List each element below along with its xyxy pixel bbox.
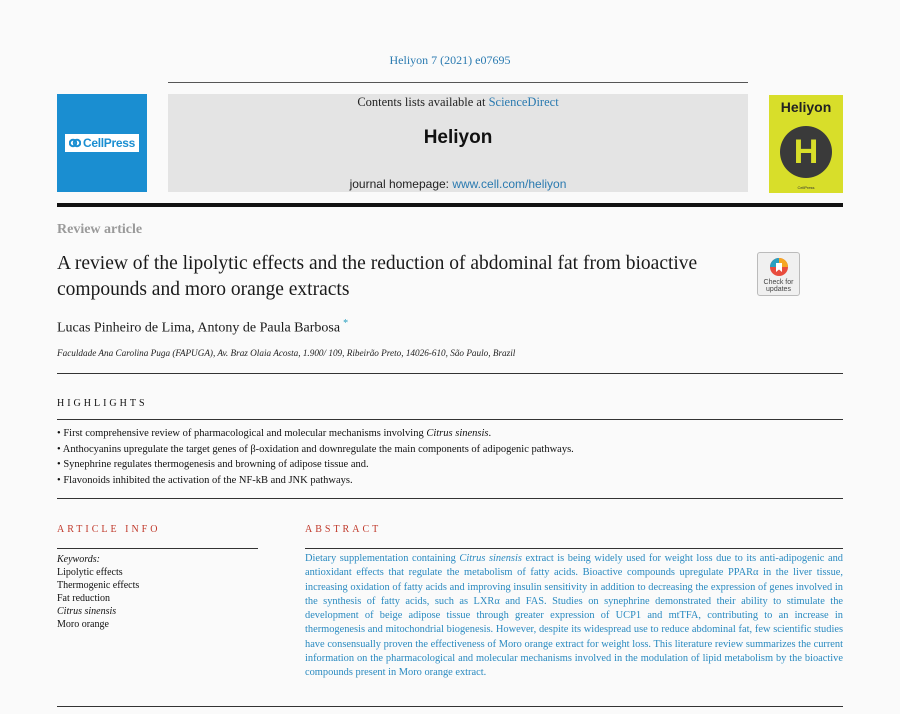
cover-letter-icon: H: [780, 126, 832, 178]
journal-title: Heliyon: [423, 127, 493, 148]
keyword-item: Citrus sinensis: [57, 606, 117, 617]
article-type: Review article: [57, 222, 143, 237]
article-info-divider: [57, 548, 258, 549]
author-names: Lucas Pinheiro de Lima, Antony de Paula Barbosa: [57, 320, 341, 336]
homepage-prefix: journal homepage:: [349, 177, 453, 191]
journal-citation[interactable]: Heliyon 7 (2021) e07695: [389, 53, 511, 67]
section-divider: [57, 498, 843, 499]
keyword-item: Fat reduction: [57, 593, 111, 604]
keywords-label: Keywords:: [57, 554, 100, 565]
header-thick-divider: [57, 203, 843, 207]
article-info-heading: ARTICLE INFO: [57, 524, 161, 535]
corresponding-author-mark[interactable]: *: [343, 318, 349, 329]
abstract-heading: ABSTRACT: [305, 524, 382, 535]
keywords-list: [57, 553, 139, 631]
header-divider: [168, 82, 748, 83]
contents-availability: [168, 95, 748, 110]
check-for-updates-icon: [769, 257, 789, 277]
highlight-item: • Synephrine regulates thermogenesis and browning of adipose tissue and.: [57, 457, 574, 473]
article-title: A review of the lipolytic effects and the reduction of abdominal fat from bioactive compounds and moro orange extracts: [57, 253, 698, 300]
highlight-item: • Anthocyanins upregulate the target genes of β-oxidation and downregulate the main components of adipogenic pathways.: [57, 442, 574, 458]
cellpress-logo-text: CellPress: [82, 136, 135, 150]
journal-banner: [168, 94, 748, 192]
publisher-logo-panel[interactable]: [57, 94, 147, 192]
cover-publisher: CellPress: [797, 185, 815, 190]
sciencedirect-link[interactable]: ScienceDirect: [488, 95, 559, 109]
section-divider: [57, 373, 843, 374]
keyword-item: Thermogenic effects: [57, 580, 140, 591]
abstract-text: Dietary supplementation containing Citrus sinensis extract is being widely used for weight loss due to its anti-adipogenic and antioxidant effects that regulate the metabolism of fatty acids. Bioactive compounds upregulate PPARα in the liver tissue, increasing oxidation of fatty acids and improving insulin sensitivity in addition to decreasing the expression of genes involved in the synthesis of fatty acids, such as LXRα and FAS. Studies on synephrine demonstrated their ability to stimulate the development of beige adipose tissue through greater expression of UCP1 and mtTFA, contributing to an increase in thermogenesis and mitochondrial biogenesis. However, despite its widespread use to reduce abdominal fat, few scientific studies have consensually proven the effectiveness of Moro orange extract for weight loss. This literature review summarizes the current information on the pharmacological and molecular mechanisms involved in the modulation of lipid metabolism by the bioactive compounds present in Moro orange extract.: [305, 553, 843, 679]
journal-cover[interactable]: [769, 95, 843, 193]
highlight-item: • First comprehensive review of pharmacological and molecular mechanisms involving Citrus sinensis.: [57, 426, 574, 442]
section-divider: [57, 419, 843, 420]
cellpress-logo: [65, 134, 139, 152]
highlights-heading: HIGHLIGHTS: [57, 398, 148, 409]
cover-title: Heliyon: [780, 99, 832, 115]
journal-homepage: [168, 177, 748, 191]
homepage-link[interactable]: www.cell.com/heliyon: [452, 177, 567, 191]
section-divider: [57, 706, 843, 707]
contents-prefix: Contents lists available at: [357, 95, 489, 109]
cellpress-mark-icon: [69, 138, 81, 148]
check-for-updates-label: Check for updates: [763, 279, 794, 293]
highlight-item: • Flavonoids inhibited the activation of the NF-kB and JNK pathways.: [57, 473, 574, 489]
author-affiliation: Faculdade Ana Carolina Puga (FAPUGA), Av. Braz Olaia Acosta, 1.900/ 109, Ribeirão Preto, 14026-610, São Paulo, Brazil: [57, 348, 516, 358]
abstract-divider: [305, 548, 843, 549]
keyword-item: Lipolytic effects: [57, 567, 123, 578]
keyword-item: Moro orange: [57, 619, 109, 630]
author-list: [57, 318, 348, 337]
highlights-list: [57, 426, 574, 488]
check-for-updates-button[interactable]: [757, 252, 800, 296]
